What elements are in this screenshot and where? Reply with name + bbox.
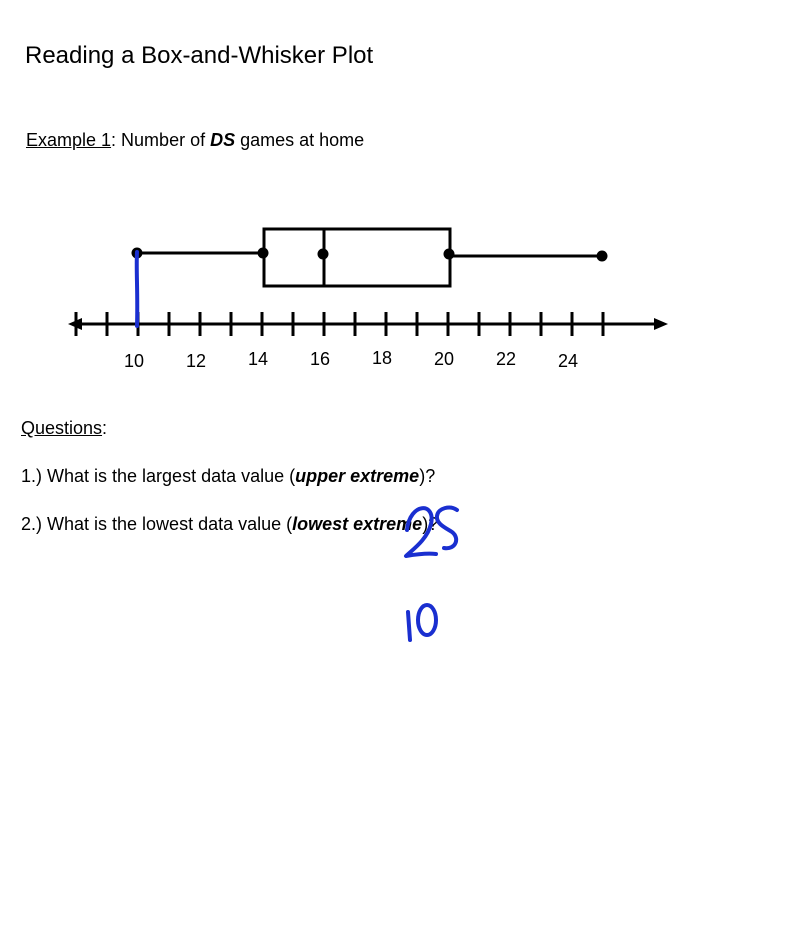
question-2 — [21, 514, 438, 535]
tick-label: 22 — [495, 349, 517, 369]
question-1-prefix: 1.) What is the largest data value ( — [21, 466, 296, 486]
tick-label: 24 — [557, 351, 579, 371]
example-text-after: games at home — [235, 130, 365, 150]
point-q3 — [444, 249, 455, 260]
point-max — [597, 251, 608, 262]
handwritten-answer-2 — [408, 605, 436, 640]
tick-label: 16 — [309, 349, 331, 369]
tick-label: 12 — [185, 351, 207, 371]
question-2-prefix: 2.) What is the lowest data value ( — [21, 514, 293, 534]
tick-label: 14 — [247, 349, 269, 369]
example-label: Example 1 — [26, 130, 112, 150]
box-plot — [0, 180, 800, 390]
question-1-suffix: )? — [419, 466, 436, 486]
question-2-suffix: )? — [422, 514, 439, 534]
example-text-before: : Number of — [111, 130, 211, 150]
page-title: Reading a Box-and-Whisker Plot — [25, 42, 374, 69]
box-iqr — [264, 229, 450, 286]
tick-labels — [124, 348, 578, 371]
point-q1 — [258, 248, 269, 259]
point-median — [318, 249, 329, 260]
tick-label: 10 — [123, 351, 145, 371]
example-emphasis: DS — [210, 130, 236, 150]
question-1 — [21, 466, 435, 487]
point-min — [132, 248, 143, 259]
number-line-right-arrow — [654, 318, 668, 330]
questions-heading-label: Questions — [21, 418, 103, 438]
example-heading — [26, 130, 364, 151]
questions-heading-suffix: : — [102, 418, 108, 438]
tick-label: 20 — [433, 349, 455, 369]
tick-label: 18 — [371, 348, 393, 368]
question-1-emphasis: upper extreme — [295, 466, 420, 486]
question-2-emphasis: lowest extreme — [292, 514, 423, 534]
questions-heading — [21, 418, 107, 439]
